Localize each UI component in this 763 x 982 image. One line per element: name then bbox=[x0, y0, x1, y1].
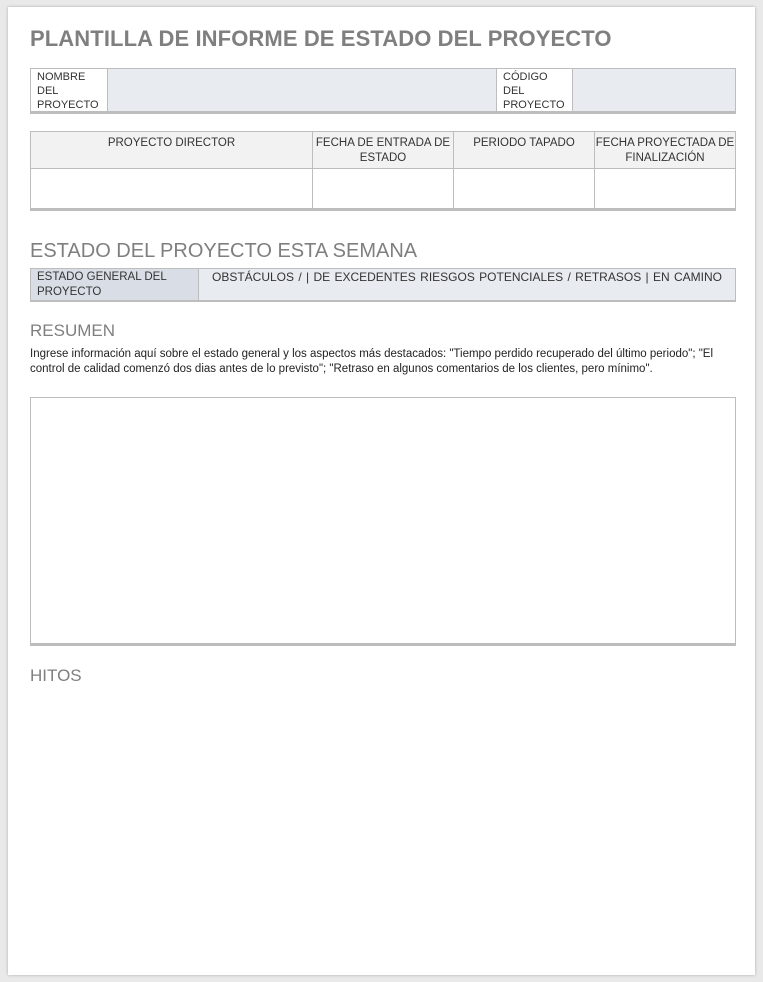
project-info-table bbox=[30, 68, 736, 114]
status-section-heading: ESTADO DEL PROYECTO ESTA SEMANA bbox=[30, 240, 418, 262]
header-status-entry-date: FECHA DE ENTRADA DE ESTADO bbox=[313, 132, 454, 169]
header-projected-end-date: FECHA PROYECTADA DE FINALIZACIÓN bbox=[595, 132, 735, 169]
project-name-field[interactable] bbox=[108, 69, 497, 111]
overall-status-row bbox=[30, 268, 736, 302]
project-code-label: CÓDIGO DEL PROYECTO bbox=[497, 69, 573, 111]
summary-description: Ingrese información aquí sobre el estado general y los aspectos más destacados: "Tiempo perdido recuperado del último periodo"; "El control de calidad comenzó dos dias antes de lo previsto"; "Retraso en algunos comentarios de los clientes, pero mínimo". bbox=[30, 348, 714, 375]
header-covered-period: PERIODO TAPADO bbox=[454, 132, 595, 169]
summary-section-heading: RESUMEN bbox=[30, 321, 116, 340]
header-project-director: PROYECTO DIRECTOR bbox=[31, 132, 313, 169]
document-page bbox=[8, 7, 755, 975]
summary-text-area[interactable] bbox=[30, 397, 736, 646]
project-details-table bbox=[30, 131, 736, 211]
milestones-section-heading: HITOS bbox=[30, 666, 82, 685]
project-name-label: NOMBRE DEL PROYECTO bbox=[31, 69, 108, 111]
page-title: PLANTILLA DE INFORME DE ESTADO DEL PROYECTO bbox=[30, 26, 612, 51]
covered-period-field[interactable] bbox=[454, 169, 595, 208]
project-director-field[interactable] bbox=[31, 169, 313, 208]
project-code-field[interactable] bbox=[573, 69, 735, 111]
overall-status-label: ESTADO GENERAL DEL PROYECTO bbox=[31, 269, 199, 300]
status-entry-date-field[interactable] bbox=[313, 169, 454, 208]
overall-status-field[interactable]: OBSTÁCULOS / | DE EXCEDENTES RIESGOS POTENCIALES / RETRASOS | EN CAMINO bbox=[199, 269, 735, 300]
projected-end-date-field[interactable] bbox=[595, 169, 735, 208]
